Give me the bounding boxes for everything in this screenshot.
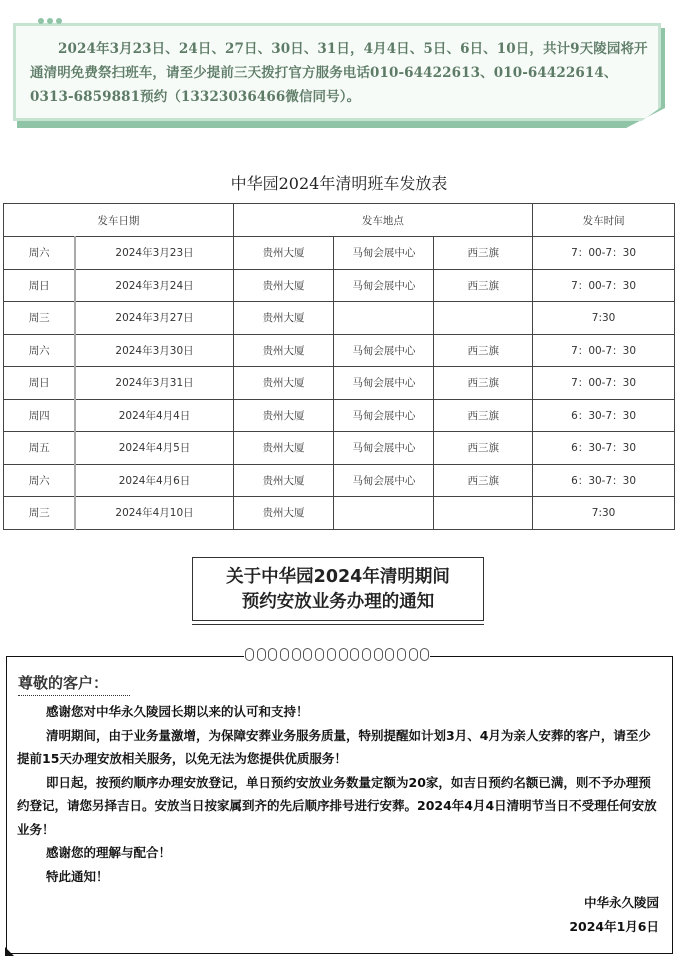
date-cell: 2024年3月23日 [75, 237, 233, 270]
location-cell [434, 497, 533, 530]
letter-paragraph: 感谢您的理解与配合！ [46, 845, 172, 860]
table-header-row [4, 204, 675, 237]
date-cell: 2024年4月6日 [75, 464, 233, 497]
table-row [4, 237, 675, 270]
date-cell: 2024年4月5日 [75, 432, 233, 465]
location-cell [434, 302, 533, 335]
title-underline-divider [192, 624, 484, 625]
location-cell: 贵州大厦 [233, 269, 334, 302]
table-row [4, 334, 675, 367]
location-cell: 贵州大厦 [233, 432, 334, 465]
letter-paragraph: 清明期间，由于业务量激增，为保障安葬业务服务质量，特别提醒如计划3月、4月为亲人安葬的客户，请至少提前15天办理安放相关服务，以免无法为您提供优质服务！ [17, 727, 651, 766]
table-row [4, 399, 675, 432]
letter-greeting: 尊敬的客户： [18, 672, 130, 696]
date-cell: 2024年3月31日 [75, 367, 233, 400]
location-cell: 马甸会展中心 [334, 464, 434, 497]
time-cell: 7:30 [533, 497, 675, 530]
binder-rings-icon [244, 648, 430, 664]
time-cell: 6：30-7：30 [533, 464, 675, 497]
letter-signature: 中华永久陵园 [583, 895, 659, 910]
date-cell: 2024年4月4日 [75, 399, 233, 432]
dots-decoration-icon [38, 18, 62, 24]
header-date: 发车日期 [4, 204, 234, 237]
location-cell: 西三旗 [434, 464, 533, 497]
weekday-cell: 周日 [4, 269, 76, 302]
location-cell: 马甸会展中心 [334, 432, 434, 465]
time-cell: 7：00-7：30 [533, 237, 675, 270]
time-cell: 7:30 [533, 302, 675, 335]
letter-paragraph: 感谢您对中华永久陵园长期以来的认可和支持！ [46, 704, 309, 719]
letter-paragraph: 即日起，按预约顺序办理安放登记，单日预约安放业务数量定额为20家，如吉日预约名额已满，则不予办理预约登记，请您另择吉日。安放当日按家属到齐的先后顺序排号进行安葬。2024年4月4日清明节当日不受理任何安放业务！ [17, 774, 657, 837]
weekday-cell: 周日 [4, 367, 76, 400]
location-cell: 马甸会展中心 [334, 334, 434, 367]
location-cell: 西三旗 [434, 432, 533, 465]
corner-fold-icon [5, 947, 14, 956]
header-location: 发车地点 [233, 204, 533, 237]
table-row [4, 302, 675, 335]
weekday-cell: 周三 [4, 497, 76, 530]
header-time: 发车时间 [533, 204, 675, 237]
table-row [4, 497, 675, 530]
table-row [4, 269, 675, 302]
location-cell [334, 497, 434, 530]
location-cell: 马甸会展中心 [334, 399, 434, 432]
weekday-cell: 周六 [4, 464, 76, 497]
time-cell: 6：30-7：30 [533, 399, 675, 432]
table-row [4, 432, 675, 465]
date-cell: 2024年3月27日 [75, 302, 233, 335]
date-cell: 2024年3月24日 [75, 269, 233, 302]
location-cell: 西三旗 [434, 237, 533, 270]
announcement-title-line2: 预约安放业务办理的通知 [241, 592, 435, 612]
date-cell: 2024年4月10日 [75, 497, 233, 530]
location-cell: 贵州大厦 [233, 367, 334, 400]
weekday-cell: 周六 [4, 237, 76, 270]
location-cell: 贵州大厦 [233, 399, 334, 432]
announcement-title-line1: 关于中华园2024年清明期间 [226, 567, 450, 587]
schedule-table [3, 203, 675, 530]
location-cell: 马甸会展中心 [334, 367, 434, 400]
time-cell: 6：30-7：30 [533, 432, 675, 465]
notice-text: 2024年3月23日、24日、27日、30日、31日，4月4日、5日、6日、10日，共计9天陵园将开通清明免费祭扫班车，请至少提前三天拨打官方服务电话010-64422613、010-64422614、0313-6859881预约（13323036466微信同号）。 [30, 41, 648, 105]
table-row [4, 464, 675, 497]
table-row [4, 367, 675, 400]
date-cell: 2024年3月30日 [75, 334, 233, 367]
weekday-cell: 周四 [4, 399, 76, 432]
location-cell: 西三旗 [434, 399, 533, 432]
letter-paragraph: 特此通知！ [46, 868, 109, 884]
location-cell: 马甸会展中心 [334, 269, 434, 302]
location-cell: 西三旗 [434, 367, 533, 400]
location-cell: 马甸会展中心 [334, 237, 434, 270]
weekday-cell: 周三 [4, 302, 76, 335]
letter-body [17, 700, 657, 888]
location-cell: 贵州大厦 [233, 334, 334, 367]
time-cell: 7：00-7：30 [533, 269, 675, 302]
location-cell: 贵州大厦 [233, 497, 334, 530]
schedule-title: 中华园2024年清明班车发放表 [230, 174, 448, 193]
weekday-cell: 周六 [4, 334, 76, 367]
location-cell: 贵州大厦 [233, 302, 334, 335]
location-cell: 西三旗 [434, 269, 533, 302]
time-cell: 7：00-7：30 [533, 367, 675, 400]
location-cell: 贵州大厦 [233, 464, 334, 497]
letter-date: 2024年1月6日 [569, 919, 659, 934]
location-cell: 贵州大厦 [233, 237, 334, 270]
notice-box [13, 18, 665, 128]
time-cell: 7：00-7：30 [533, 334, 675, 367]
announcement-title-box [192, 557, 484, 621]
weekday-cell: 周五 [4, 432, 76, 465]
location-cell: 西三旗 [434, 334, 533, 367]
location-cell [334, 302, 434, 335]
